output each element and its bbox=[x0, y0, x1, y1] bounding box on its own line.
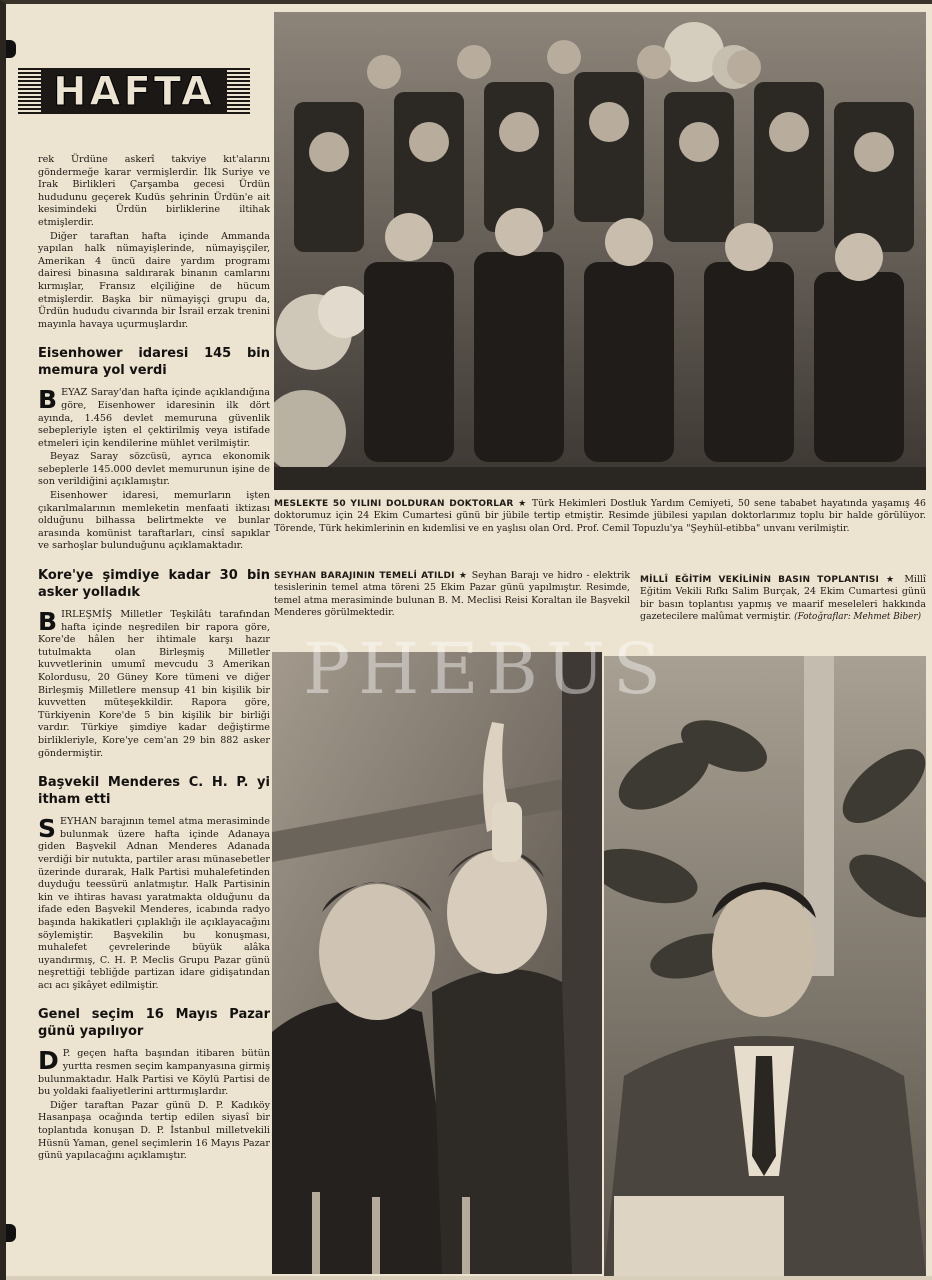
caption-text: Millî Eğitim Vekili Rıfkı Salim Burçak, 24 Ekim Cumartesi günü bir basın toplantısı yapmış ve maarif meseleleri hakkında gazetecilere malûmat vermiştir. bbox=[640, 574, 927, 623]
article-paragraph: BIRLEŞMİŞ Milletler Teşkilâtı tarafından hafta içinde neşredilen bir rapora göre, Kore'de hâlen her ihtimale karşı hazır tutulmakta olan Birleşmiş Milletler kuvvetlerinin umumî mevcudu 3 Amerikan Kolordusu, 20 Güney Kore tümeni ve diğer Birleşmiş Milletlere mensup 41 bin kişilik bir kuvvetten müteşekkildir. Rapora göre, Türkiyenin Kore'de 5 bin kişilik bir birliği vardır. Türkiye şimdiye kadar değiştirme birlikleriyle, Kore'ye cem'an 29 bin 882 asker göndermiştir. bbox=[38, 607, 270, 759]
caption-title: MİLLÎ EĞİTİM VEKİLİNİN BASIN TOPLANTISI ★ bbox=[640, 575, 898, 585]
education-minister-photo bbox=[604, 656, 926, 1276]
left-column bbox=[38, 154, 270, 1164]
masthead bbox=[18, 68, 250, 116]
caption-title: SEYHAN BARAJININ TEMELİ ATILDI ★ bbox=[274, 571, 468, 581]
binding-mark bbox=[6, 1224, 16, 1242]
doctors-photo-illustration bbox=[274, 12, 926, 490]
ceremony-photo-illustration bbox=[272, 652, 602, 1274]
seyhan-ceremony-photo bbox=[272, 652, 602, 1274]
doctors-caption bbox=[274, 498, 926, 535]
article-headline: Başvekil Menderes C. H. P. yi itham etti bbox=[38, 775, 270, 808]
article-headline: Kore'ye şimdiye kadar 30 bin asker yolladık bbox=[38, 568, 270, 601]
caption-text: Türk Hekimleri Dostluk Yardım Cemiyeti, 50 sene tababet hayatında yaşamış 46 doktorumuz için 24 Ekim Cumartesi günü bir jübile tertip etmiştir. Resimde jübilesi yapılan doktorlarımız toplu bir halde görülüyor. Törende, Türk hekimlerinin en kıdemlisi ve en yaşlısı olan Ord. Prof. Cemil Topuzlu'ya "Şeyhül-etibba" unvanı verilmiştir. bbox=[274, 498, 926, 534]
article-paragraph: Diğer taraftan Pazar günü D. P. Kadıköy Hasanpaşa ocağında tertip edilen siyasî bir toplantıda konuşan D. P. İstanbul milletvekili Hüsnü Yaman, genel seçimlerin 16 Mayıs Pazar günü yapılacağını açıklamıştır. bbox=[38, 1099, 270, 1162]
watermark: PHEBUS bbox=[303, 628, 669, 710]
intro-paragraph: Diğer taraftan hafta içinde Ammanda yapılan halk nümayişlerinde, nümayişçiler, Amerikan 4 üncü daire yardım programı dairesi binasına saldırarak binanın camlarını kırmışlar, Fransız elçiliğine de hücum etmişlerdir. Başka bir nümayişçi grupu da, Ürdün hududu civarında bir İsrail erzak trenini mayınla havaya uçurmuşlardır. bbox=[38, 230, 270, 330]
photo-credit: (Fotoğraflar: Mehmet Biber) bbox=[794, 612, 922, 623]
caption-title: MESLEKTE 50 YILINI DOLDURAN DOKTORLAR ★ bbox=[274, 499, 528, 509]
article-paragraph: D P. geçen hafta başından itibaren bütün yurtta resmen seçim kampanyasına girmiş bulunmaktadır. Halk Partisi ve Köylü Partisi de bu yoldaki faaliyetlerini arttırmışlardır. bbox=[38, 1046, 270, 1098]
drop-cap: B bbox=[38, 385, 58, 415]
drop-cap: B bbox=[38, 607, 58, 637]
article-headline: Eisenhower idaresi 145 bin memura yol verdi bbox=[38, 346, 270, 379]
page-bottom-edge bbox=[6, 1276, 932, 1280]
caption-text: Seyhan Barajı ve hidro - elektrik tesislerinin temel atma töreni 25 Ekim Pazar günü yapılmıştır. Resimde, temel atma merasiminde bulunan B. M. Meclisi Reisi Koraltan ile Başvekil Menderes görülmektedir. bbox=[274, 570, 630, 619]
drop-cap: S bbox=[38, 814, 57, 844]
article-paragraph: BEYAZ Saray'dan hafta içinde açıklandığına göre, Eisenhower idaresinin ilk dört ayında, 1.456 devlet memuruna güvenlik sebepleriyle işten el çektirilmiş veya istifade etmeleri için kendilerine mühlet verilmiştir. bbox=[38, 385, 270, 449]
seyhan-caption bbox=[274, 570, 630, 620]
article-paragraph: Beyaz Saray sözcüsü, ayrıca ekonomik sebeplerle 145.000 devlet memurunun işine de son verildiğini açıklamıştır. bbox=[38, 451, 270, 488]
masthead-title: HAFTA bbox=[41, 70, 227, 114]
article-paragraph: Eisenhower idaresi, memurların işten çıkarılmalarının memleketin menfaati iktizası olduğunu bilhassa belirtmekte ve bunlar arasında komünist taraftarları, cinsî sapıklar ve sarhoşlar bulunduğunu açıklamaktadır. bbox=[38, 490, 270, 552]
drop-cap: D bbox=[38, 1046, 59, 1076]
education-caption bbox=[640, 574, 926, 624]
binding-mark bbox=[6, 40, 16, 58]
intro-paragraph: rek Ürdüne askerî takviye kıt'alarını göndermeğe karar vermişlerdir. İlk Suriye ve Irak Birlikleri Çarşamba gecesi Ürdün hududunu geçerek Kudüs şehrinin Ürdün'e ait kesimindeki Ürdün birliklerine iltihak etmişlerdir. bbox=[38, 154, 270, 228]
doctors-group-photo bbox=[274, 12, 926, 490]
article-paragraph: SEYHAN barajının temel atma merasiminde bulunmak üzere hafta içinde Adanaya giden Başvekil Adnan Menderes Adanada verdiği bir nutukta, partiler arası münasebetler üzerinde durarak, Halk Partisi muhalefetinden duyduğu teessürü anlatmıştır. Halk Partisinin kin ve ihtiras havası yaratmakta olduğunu da ifade eden Başvekil Menderes, icabında radyo başında hakikatleri çıplaklığı ile açıklayacağını söylemiştir. Başvekilin bu konuşması, muhalefet çevrelerinde büyük alâka uyandırmış, C. H. P. Meclis Grupu Pazar günü neşrettiği tebliğde partizan idare gidişatından acı acı şikâyet edilmiştir. bbox=[38, 814, 270, 991]
article-headline: Genel seçim 16 Mayıs Pazar günü yapılıyor bbox=[38, 1007, 270, 1040]
minister-photo-illustration bbox=[604, 656, 926, 1276]
